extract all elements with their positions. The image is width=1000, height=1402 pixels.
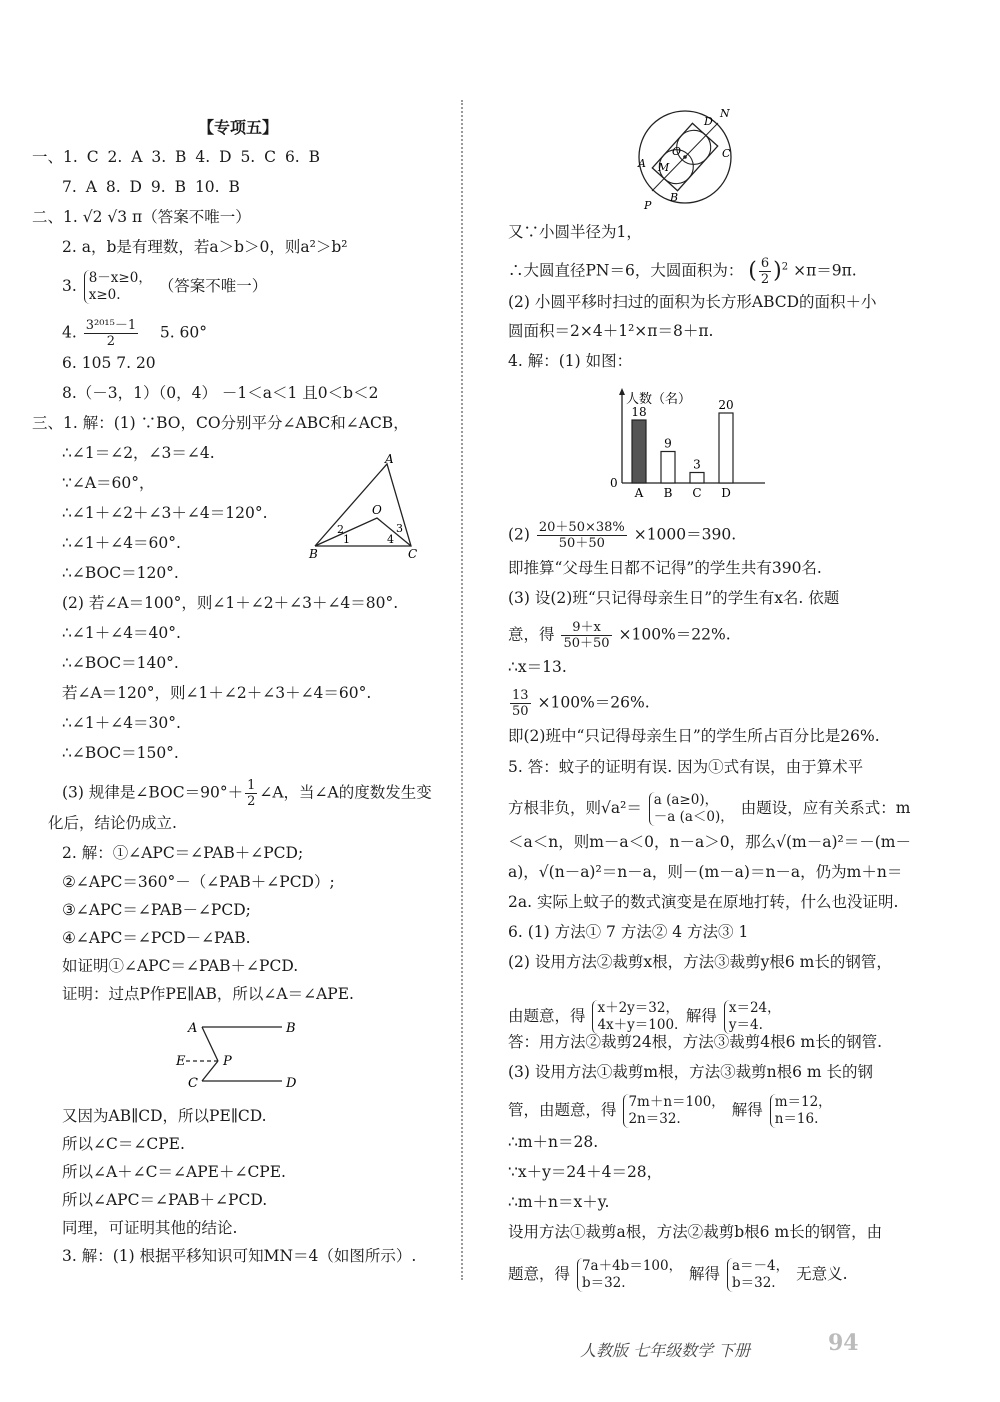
bar-D bbox=[719, 413, 733, 483]
answer-line: ④∠APC＝∠PCD－∠PAB. bbox=[62, 929, 251, 947]
svg-text:A: A bbox=[385, 452, 394, 466]
answer-line: 二、1. √2 √3 π（答案不唯一） bbox=[32, 208, 251, 226]
circle-figure bbox=[630, 105, 740, 213]
category-label: A bbox=[634, 486, 644, 500]
answer-line: 答：用方法②裁剪24根，方法③裁剪4根6 m长的钢管. bbox=[508, 1033, 882, 1051]
answer-line: ∴∠BOC＝150°. bbox=[62, 744, 179, 762]
answer-line: ∴x＝13. bbox=[508, 658, 567, 676]
answer-line: 3. 解：(1) 根据平移知识可知MN＝4（如图所示）. bbox=[62, 1247, 417, 1265]
answer-line: 即推算“父母生日都不记得”的学生共有390名. bbox=[508, 559, 822, 577]
svg-text:3: 3 bbox=[396, 522, 403, 535]
answer-line: 2. a，b是有理数，若a＞b＞0，则a²＞b² bbox=[62, 238, 348, 256]
svg-text:B: B bbox=[309, 547, 318, 560]
svg-text:D: D bbox=[704, 115, 713, 128]
answer-line: 同理，可证明其他的结论. bbox=[62, 1219, 238, 1237]
answer-line: $\frac{13}{50}$ ×100%＝26%. bbox=[512, 688, 650, 719]
fraction: $\frac{1}{2}$ bbox=[247, 778, 256, 809]
answer-line: 2a. 实际上蚊子的数式演变是在原地打转，什么也没证明. bbox=[508, 893, 899, 911]
bar-chart bbox=[610, 385, 770, 500]
equation-system: 7a＋4b＝100， b＝32. bbox=[577, 1258, 682, 1292]
data-label: 3 bbox=[693, 457, 701, 472]
answer-line: 由题意，得 x＋2y＝32， 4x＋y＝100. 解得 x＝24， y＝4. bbox=[508, 1000, 781, 1033]
section-title: 【专项五】 bbox=[198, 118, 279, 137]
svg-text:A: A bbox=[638, 157, 646, 170]
piecewise: a (a≥0)， －a (a＜0)， bbox=[649, 792, 734, 826]
svg-text:2: 2 bbox=[337, 523, 344, 536]
data-label: 18 bbox=[631, 405, 647, 419]
answer-line: ∴∠1＝∠2，∠3＝∠4. bbox=[62, 444, 215, 462]
answer-line-4: 4. $\frac{\text{3²⁰¹⁵－1}}{2}$ 5. 60° bbox=[62, 318, 208, 349]
answer-line: 所以∠C＝∠CPE. bbox=[62, 1135, 185, 1153]
answer-line: ＜a＜n，则m－a＜0，n－a＞0，那么√(m－a)²＝－(m－ bbox=[508, 833, 911, 851]
answer-line: ③∠APC＝∠PAB－∠PCD; bbox=[62, 901, 251, 919]
answer-line: ∵x＋y＝24＋4＝28， bbox=[508, 1163, 663, 1181]
answer-line: (3) 设(2)班“只记得母亲生日”的学生有x名. 依题 bbox=[508, 589, 840, 607]
answer-line: 意，得 $\frac{9+x}{50+50}$ ×100%＝22%. bbox=[508, 620, 731, 651]
bar-C bbox=[690, 473, 704, 484]
answer-line: ∴∠BOC＝120°. bbox=[62, 564, 179, 582]
answer-line: 8.（－3，1）（0，4） －1＜a＜1 且0＜b＜2 bbox=[62, 384, 379, 402]
svg-text:4: 4 bbox=[387, 533, 394, 546]
answer-line: ∴∠1＋∠4＝30°. bbox=[62, 714, 181, 732]
svg-text:B: B bbox=[286, 1021, 296, 1036]
category-label: B bbox=[663, 486, 673, 500]
answer-line: 2. 解：①∠APC＝∠PAB＋∠PCD; bbox=[62, 844, 304, 862]
answer-line: a)，√(n－a)²＝n－a，则－(m－a)＝n－a，仍为m＋n＝ bbox=[508, 863, 903, 881]
svg-text:M: M bbox=[658, 161, 670, 174]
answer-line: 6. (1) 方法① 7 方法② 4 方法③ 1 bbox=[508, 923, 749, 941]
svg-text:O: O bbox=[372, 503, 382, 517]
svg-text:P: P bbox=[223, 1054, 232, 1069]
svg-text:C: C bbox=[188, 1076, 198, 1091]
bar-A bbox=[632, 420, 646, 483]
answer-line: 方根非负，则√a²＝ a (a≥0)， －a (a＜0)， 由题设，应有关系式：m bbox=[508, 792, 911, 825]
answer-line: 管，由题意，得 7m＋n＝100， 2n＝32. 解得 m＝12， n＝16. bbox=[508, 1094, 832, 1127]
answer-line: 三、1. 解：(1) ∵BO，CO分别平分∠ABC和∠ACB， bbox=[32, 414, 409, 432]
triangle-figure bbox=[305, 450, 425, 560]
answer-line: ∵∠A＝60°， bbox=[62, 474, 155, 492]
column-divider bbox=[461, 100, 463, 1280]
solution-system: x＝24， y＝4. bbox=[724, 1000, 781, 1034]
svg-text:D: D bbox=[286, 1076, 297, 1091]
answer-line: (2) 若∠A＝100°，则∠1＋∠2＋∠3＋∠4＝80°. bbox=[62, 594, 399, 612]
answer-line: ∴∠BOC＝140°. bbox=[62, 654, 179, 672]
answer-line: 设用方法①裁剪a根，方法②裁剪b根6 m长的钢管，由 bbox=[508, 1223, 883, 1241]
page-number: 94 bbox=[828, 1330, 859, 1356]
answer-line: 即(2)班中“只记得母亲生日”的学生所占百分比是26%. bbox=[508, 727, 880, 745]
answer-line-3: 3. 8－x≥0， x≥0. （答案不唯一） bbox=[62, 270, 268, 303]
answer-line: 若∠A＝120°，则∠1＋∠2＋∠3＋∠4＝60°. bbox=[62, 684, 372, 702]
svg-text:N: N bbox=[720, 107, 730, 120]
svg-text:E: E bbox=[176, 1054, 186, 1069]
answer-line: 又因为AB∥CD，所以PE∥CD. bbox=[62, 1107, 267, 1125]
answer-line: (3) 设用方法①裁剪m根，方法③裁剪n根6 m 长的钢 bbox=[508, 1063, 873, 1081]
data-label: 9 bbox=[664, 436, 672, 451]
svg-text:O: O bbox=[672, 145, 682, 158]
answer-line: 4. 解：(1) 如图： bbox=[508, 352, 633, 370]
equation-system: x＋2y＝32， 4x＋y＝100. bbox=[592, 1000, 679, 1034]
svg-text:C: C bbox=[722, 147, 731, 160]
answer-line: ∴∠1＋∠2＋∠3＋∠4＝120°. bbox=[62, 504, 268, 522]
answer-line: (2) 设用方法②裁剪x根，方法③裁剪y根6 m长的钢管， bbox=[508, 953, 892, 971]
bar-B bbox=[661, 452, 675, 484]
fraction: $\frac{20+50\times 38\%}{50+50}$ bbox=[538, 520, 625, 551]
answer-line: ∴m＋n＝x＋y. bbox=[508, 1193, 610, 1211]
answer-line: ∴m＋n＝28. bbox=[508, 1133, 599, 1151]
answer-line: 化后，结论仍成立. bbox=[48, 814, 177, 832]
answer-line-rule: (3) 规律是∠BOC＝90°＋ $\frac{1}{2}$ ∠A，当∠A的度数发生变 bbox=[62, 778, 432, 809]
answer-line: ∴∠1＋∠4＝40°. bbox=[62, 624, 181, 642]
y-axis-label: 人数（名） bbox=[626, 392, 692, 407]
fraction: $\frac{\text{3²⁰¹⁵－1}}{2}$ bbox=[85, 318, 137, 349]
answer-line: ②∠APC＝360°－（∠PAB＋∠PCD）; bbox=[62, 873, 335, 891]
answer-line: 一、1. C 2. A 3. B 4. D 5. C 6. B bbox=[32, 148, 321, 166]
svg-text:C: C bbox=[408, 547, 418, 560]
answer-line: 所以∠APC＝∠PAB＋∠PCD. bbox=[62, 1191, 268, 1209]
answer-line: 所以∠A＋∠C＝∠APE＋∠CPE. bbox=[62, 1163, 286, 1181]
answer-line: 又∵小圆半径为1， bbox=[508, 223, 642, 241]
fraction: $\frac{9+x}{50+50}$ bbox=[563, 620, 610, 651]
origin-label: 0 bbox=[610, 476, 618, 490]
svg-text:B: B bbox=[670, 191, 679, 204]
solution-system: a＝－4， b＝32. bbox=[727, 1258, 789, 1292]
category-label: C bbox=[692, 486, 702, 500]
fraction: $\frac{13}{50}$ bbox=[512, 688, 529, 719]
svg-text:A: A bbox=[188, 1021, 198, 1036]
answer-line: 圆面积＝2×4＋1²×π＝8＋π. bbox=[508, 322, 714, 340]
answer-line: 如证明①∠APC＝∠PAB＋∠PCD. bbox=[62, 957, 299, 975]
solution-system: m＝12， n＝16. bbox=[770, 1094, 832, 1128]
answer-line: (2) 小圆平移时扫过的面积为长方形ABCD的面积＋小 bbox=[508, 293, 877, 311]
answer-line: 题意，得 7a＋4b＝100， b＝32. 解得 a＝－4， b＝32. 无意义. bbox=[508, 1258, 848, 1291]
footer-text: 人教版 七年级数学 下册 bbox=[580, 1341, 751, 1360]
answer-line: (2) $\frac{20+50\times 38\%}{50+50}$ ×1000＝390. bbox=[508, 520, 737, 551]
fraction: $\frac{6}{2}$ bbox=[760, 256, 770, 287]
data-label: 20 bbox=[718, 398, 734, 412]
inequality-system: 8－x≥0， x≥0. bbox=[84, 270, 152, 304]
answer-line: ∴∠1＋∠4＝60°. bbox=[62, 534, 181, 552]
answer-line: 7. A 8. D 9. B 10. B bbox=[62, 178, 240, 196]
svg-text:P: P bbox=[644, 199, 652, 212]
answer-line: ∴大圆直径PN＝6，大圆面积为： ( $\frac{6}{2}$ )$^2$ ×π＝9π. bbox=[508, 256, 857, 287]
answer-line: 5. 答：蚊子的证明有误. 因为①式有误，由于算术平 bbox=[508, 758, 864, 776]
answer-line: 证明：过点P作PE∥AB，所以∠A＝∠APE. bbox=[62, 985, 354, 1003]
parallel-lines-figure bbox=[170, 1015, 310, 1095]
answer-line: 6. 105 7. 20 bbox=[62, 354, 156, 372]
category-label: D bbox=[721, 486, 731, 500]
equation-system: 7m＋n＝100， 2n＝32. bbox=[623, 1094, 724, 1128]
svg-text:1: 1 bbox=[343, 533, 350, 546]
